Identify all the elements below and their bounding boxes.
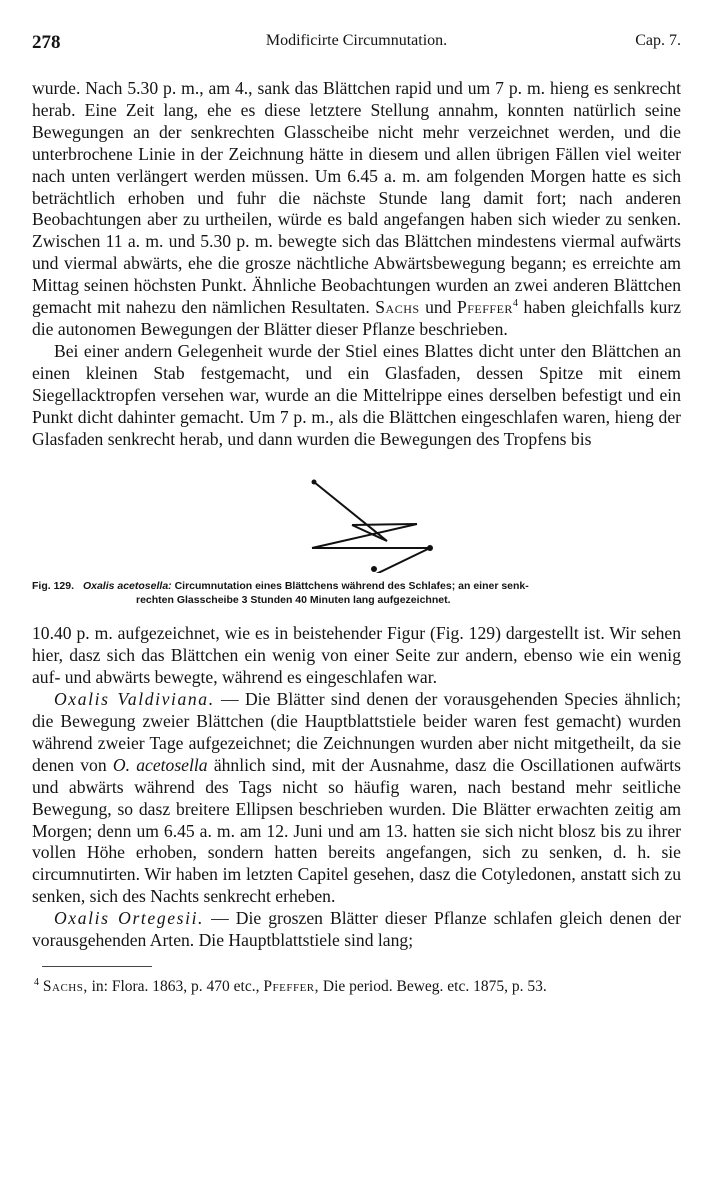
species-ref: O. acetosella xyxy=(112,754,208,775)
running-title: Modificirte Circumnutation. xyxy=(265,32,448,49)
figure-129 xyxy=(32,468,681,573)
footnote-text-2: Die period. Beweg. etc. 1875, p. 53. xyxy=(322,978,547,995)
footnote xyxy=(32,977,681,996)
footnote-rule xyxy=(42,966,152,967)
paragraph-4 xyxy=(32,689,681,908)
paragraph-5 xyxy=(32,908,681,952)
footnote-mark: 4 xyxy=(34,976,39,988)
caption-line-2: rechten Glasscheibe 3 Stunden 40 Minuten lang aufgezeichnet. xyxy=(136,594,451,607)
paragraph-1 xyxy=(32,78,681,341)
paragraph-5-text: — Die groszen Blätter dieser Pflanze schlafen gleich denen der vorausgehenden Arten. Die Hauptblattstiele sind lang; xyxy=(32,908,681,951)
species-heading-ortegesii: Oxalis Ortegesii. xyxy=(54,908,205,929)
species-heading-valdiviana: Oxalis Valdiviana. xyxy=(54,689,215,710)
paragraph-4-text: — Die Blätter sind denen der vorausgehenden Species ähnlich; die Bewegung zweier Blättchen (die Hauptblattstiele beider waren fest gemacht) wurden während zweier Tage aufgezeichnet; die Zeichnungen wurden aber nicht mitgetheilt, da sie denen von xyxy=(32,689,681,775)
author-pfeffer: Pfeffer xyxy=(456,297,513,318)
author-sachs: Sachs xyxy=(375,297,420,318)
paragraph-1-text: wurde. Nach 5.30 p. m., am 4., sank das Blättchen rapid und um 7 p. m. hieng es senkrecht herab. Eine Zeit lang, ehe es diese letztere Stellung annahm, konnten natürlich seine Bewegungen an der senkrechten Glasscheibe nicht mehr verzeichnet werden, und die unterbrochene Linie in der Zeichnung hätte in diesem und allen übrigen Fällen viel weiter nach unten verlängert werden müssen. Um 6.45 a. m. am folgenden Morgen hatte es sich beträchtlich erhoben und fuhr die nächste Stunde lang damit fort; nach anderen Beobachtungen aber zu urtheilen, würde es bald angefangen haben sich wieder zu senken. Zwischen 11 a. m. und 5.30 p. m. bewegte sich das Blättchen mindestens viermal aufwärts und viermal abwärts, ehe die grosze nächtliche Abwärtsbewegung begann; es erreichte am Mittag seinen höchsten Punkt. Ähnliche Beobachtungen wurden an zwei anderen Blättchen gemacht mit nahezu den nämlichen Resultaten. xyxy=(32,78,681,318)
figure-label: Fig. 129. xyxy=(32,580,75,593)
figure-caption xyxy=(32,579,681,607)
body-text xyxy=(32,78,681,952)
footnote-author-pfeffer: Pfeffer, xyxy=(263,978,319,995)
figure-species: Oxalis acetosella: xyxy=(82,580,172,593)
running-head xyxy=(32,30,681,56)
circumnutation-tracing xyxy=(292,468,442,573)
chapter-label: Cap. 7. xyxy=(635,32,681,49)
paragraph-4-tail: ähnlich sind, mit der Ausnahme, dasz die Oscillationen aufwärts und abwärts während des Tags nicht so häufig waren, nach bestand mehr seitliche Bewegung, so dasz breitere Ellipsen beschrieben wurden. Die Blätter erwachten zeitig am Morgen; denn um 6.45 a. m. am 12. Juni und am 13. hatten sie sich nicht blosz bis zu ihrer vollen Höhe erhoben, sondern hatten bereits angefangen, sich zu senken, d. h. sie circumnutirten. Wir haben im letzten Capitel gesehen, dasz die Cotyledonen, anstatt sich zu senken, sich des Nachts senkrecht erheben. xyxy=(32,754,681,907)
paragraph-2: Bei einer andern Gelegenheit wurde der Stiel eines Blattes dicht unter den Blättchen an einen kleinen Stab festgemacht, und ein Glasfaden, dessen Spitze mit einem Siegellacktropfen versehen war, wurde an die Mittelrippe eines derselben befestigt und ein Punkt dicht dahinter gemacht. Um 7 p. m., als die Blättchen eingeschlafen waren, hieng der Glasfaden senkrecht herab, und dann wurden die Bewegungen des Tropfens bis xyxy=(32,340,681,449)
footnote-author-sachs: Sachs, xyxy=(42,978,88,995)
paragraph-1-mid: und xyxy=(425,297,452,318)
paragraph-1-tail: haben gleichfalls kurz die autonomen Bewegungen der Blätter dieser Pflanze beschrieben. xyxy=(32,297,682,339)
footnote-ref: 4 xyxy=(512,298,518,310)
page-number: 278 xyxy=(32,32,61,53)
caption-line-1: Circumnutation eines Blättchens während des Schlafes; an einer senk- xyxy=(174,580,529,593)
paragraph-3: 10.40 p. m. aufgezeichnet, wie es in beistehender Figur (Fig. 129) dargestellt ist. Wir sehen hier, dasz sich das Blättchen ein wenig von einer Seite zur andern, ebenso wie ein wenig auf- und abwärts bewegte, während es eingeschlafen war. xyxy=(32,623,681,688)
footnote-text-1: in: Flora. 1863, p. 470 etc., xyxy=(91,978,260,995)
